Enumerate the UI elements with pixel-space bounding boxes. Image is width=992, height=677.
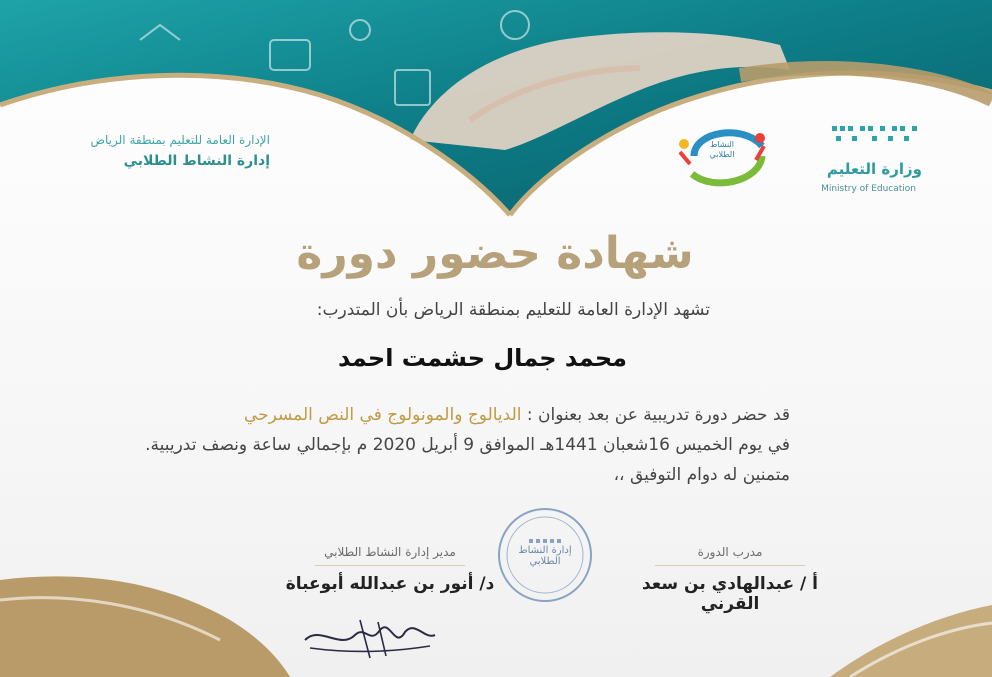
certificate-title: شهادة حضور دورة — [296, 228, 694, 279]
ministry-name-ar: وزارة التعليم — [826, 160, 922, 178]
ministry-name-en: Ministry of Education — [821, 184, 916, 194]
director-divider — [315, 565, 465, 566]
region-directorate-label: الإدارة العامة للتعليم بمنطقة الرياض — [90, 133, 270, 147]
trainee-name: محمد جمال حشمت احمد — [337, 344, 628, 372]
director-name: د/ أنور بن عبدالله أبوعباة — [285, 574, 495, 594]
director-role: مدير إدارة النشاط الطلابي — [324, 545, 456, 559]
handwritten-signature-icon — [300, 610, 440, 665]
ministry-logo — [812, 122, 932, 200]
logos-area — [672, 112, 932, 202]
student-activity-dept-label: إدارة النشاط الطلابي — [123, 153, 270, 169]
course-line-prefix: قد حضر دورة تدريبية عن بعد بعنوان : — [526, 405, 790, 425]
ministry-dots-icon — [832, 122, 922, 152]
stamp-text: إدارة النشاط الطلابي — [518, 545, 572, 567]
activity-logo-text: النشاط الطلابي — [709, 140, 735, 159]
certificate-body — [120, 400, 790, 490]
trainer-role: مدرب الدورة — [697, 545, 763, 559]
trainer-signature-block — [620, 545, 840, 614]
wishes-line: متمنين له دوام التوفيق ،، — [613, 465, 790, 485]
trainer-name: أ / عبدالهادي بن سعد القرني — [641, 574, 819, 614]
certificate-intro: تشهد الإدارة العامة للتعليم بمنطقة الرياض بأن المتدرب: — [316, 300, 710, 320]
date-line: في يوم الخميس 16شعبان 1441هـ الموافق 9 أبريل 2020 م بإجمالي ساعة ونصف تدريبية. — [145, 435, 790, 455]
course-title: الديالوج والمونولوج في النص المسرحي — [243, 405, 522, 425]
director-signature-block — [280, 545, 500, 594]
trainer-divider — [655, 565, 805, 566]
course-line — [120, 400, 790, 430]
left-header — [60, 133, 270, 169]
